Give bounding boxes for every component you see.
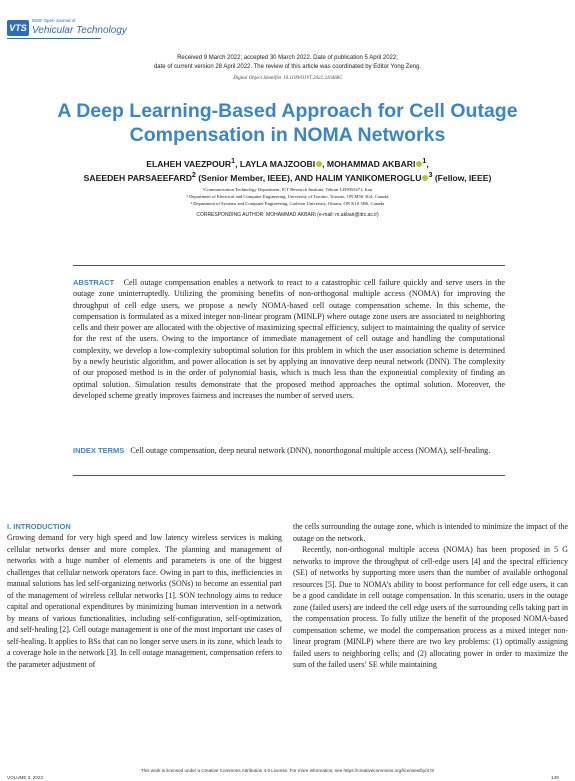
abstract xyxy=(73,277,505,401)
author-name: MOHAMMAD AKBARI xyxy=(326,158,416,169)
page-number: 149 xyxy=(551,775,559,780)
author-line-1: ELAHEH VAEZPOUR$^1$, LAYLA MAJZOOBI , MOHAMMAD AKBARI $^1$, xyxy=(146,157,429,169)
journal-logo-small-text: IEEE Open Journal of xyxy=(32,18,76,23)
corresponding-author: CORRESPONDING AUTHOR: MOHAMMAD AKBARI (e-mail: m.akbari@itrc.ac.ir) xyxy=(196,212,379,218)
paragraph: Recently, non-orthogonal multiple access (NOMA) has been proposed in 5 G networks to improve the throughput of cell-edge users [4] and the spectral efficiency (SE) of networks by supporting more users than the number of available orthogonal resources [5]. Due to NOMA’s ability to boost performance for cell edge users, it can be a good candidate in cell outage compensation. In this scenario, users in the outage zone (failed users) are indeed the cell edge users of the surrounding cells taking part in the compensation process. To fully utilize the benefit of the proposed NOMA-based compensation scheme, we model the compensation process as a mixed integer non-linear program (MINLP) where there are two key problems: (1) optimally assigning failed users to neighboring cells; and (2) allocating power in order to maximize the sum of the failed users’ SE while maintaining xyxy=(293,545,568,669)
volume-label: VOLUME 3, 2022 xyxy=(7,775,44,780)
left-column xyxy=(7,521,282,670)
affiliation-marker: 3 xyxy=(428,171,433,179)
author-name: LAYLA MAJZOOBI xyxy=(239,158,316,169)
current-version-date: date of current version 28 April 2022. The review of this article was coordinated by Editor Yong Zeng. xyxy=(153,64,422,70)
author-membership: (Senior Member, IEEE), AND xyxy=(195,172,316,183)
paragraph: Growing demand for very high speed and low latency wireless services is making cellular networks denser and more complex. The planning and management of networks with a huge number of elements and parameters is one of the biggest challenges that cellular network operators face. Owing in part to this, inefficiencies in manual solutions has led self-organizing networks (SONs) to become an essential part of the management of wireless cellular networks [1]. SON technology aims to reduce capital and operational expenditures by minimizing human intervention in a network by means of various functionalities, including self-configuration, self-optimization, and self-healing [2]. Cell outage management is one of the most important use cases of self-healing. It applies to BSs that can no longer serve users in its zone, which leads to a coverage hole in the network [3]. In cell outage management, compensation refers to the parameter adjustment of xyxy=(7,533,282,669)
abstract-top-rule xyxy=(73,265,505,266)
paragraph: the cells surrounding the outage zone, which is intended to minimize the impact of the outage on the network. xyxy=(293,522,568,543)
affiliation-marker: 1 xyxy=(422,157,427,165)
index-terms-label: INDEX TERMS xyxy=(73,446,125,455)
doi[interactable]: Digital Object Identifier 10.1109/OJVT.2022.3164685 xyxy=(233,76,342,81)
journal-name: Vehicular Technology xyxy=(32,25,127,36)
right-column xyxy=(293,521,568,671)
index-terms xyxy=(73,445,505,456)
abstract-label: ABSTRACT xyxy=(73,278,115,287)
affiliation-marker: 1 xyxy=(231,157,236,165)
paper-title: A Deep Learning-Based Approach for Cell Outage Compensation in NOMA Networks xyxy=(57,100,518,146)
header-rule xyxy=(7,38,101,39)
received-dates: Received 9 March 2022; accepted 30 March 2022. Date of publication 5 April 2022; xyxy=(177,55,398,61)
author-name: ELAHEH VAEZPOUR xyxy=(146,158,232,169)
license-notice: This work is licensed under a Creative Commons Attribution 4.0 License. For more information, see https://creativecommons.org/licenses/by/4.0/ xyxy=(140,768,435,773)
orcid-icon[interactable] xyxy=(316,161,322,167)
abstract-text: Cell outage compensation enables a network to react to a catastrophic cell failure quickly and serve users in the outage zone uninterruptedly. Utilizing the promising benefits of non-orthogonal multiple access (NOMA) for improving the throughput of cell edge users, we propose a newly NOMA-based cell outage compensation scheme. In this scheme, the compensation is formulated as a mixed integer non-linear program (MINLP) where outage zone users are associated to neighboring cells and their power are allocated with the objective of maximizing spectral efficiency, subject to maintaining the quality of service for the rest of the users. Owing to the importance of immediate management of cell outage and handling the computational complexity, we develop a low-complexity suboptimal solution for this problem in which the user association scheme is determined by a newly heuristic algorithm, and power allocation is set by applying an innovative deep neural network (DNN). The complexity of our proposed method is in the order of polynomial basis, which is much less than the exponential complexity of finding an optimal solution. Simulation results demonstrate that the proposed method approaches the optimal solution. Moreover, the developed scheme greatly improves fairness and increases the number of served users. xyxy=(73,278,506,400)
journal-logo: VTS xyxy=(7,20,29,36)
affiliation-1: ¹Communication Technology Department, ICT Research Institute, Tehran 1439955471, Iran xyxy=(202,187,372,192)
author-name: HALIM YANIKOMEROGLU xyxy=(315,172,422,183)
author-line-2 xyxy=(20,171,555,183)
abstract-bottom-rule xyxy=(73,475,505,476)
author-membership: (Fellow, IEEE) xyxy=(432,172,492,183)
section-heading-introduction: I. INTRODUCTION xyxy=(7,522,71,531)
author-name: SAEEDEH PARSAEEFARD xyxy=(83,172,192,183)
affiliation-2: ² Department of Electrical and Computer Engineering, University of Toronto, Toronto, ON M5S 3G4, Canada xyxy=(186,194,389,199)
affiliation-marker: 2 xyxy=(191,171,196,179)
index-terms-text: Cell outage compensation, deep neural network (DNN), nonorthogonal multiple access (NOMA), self-healing. xyxy=(130,446,491,455)
affiliation-3: ³ Department of Systems and Computer Engineering, Carleton University, Ottawa, ON K1S 5B6, Canada xyxy=(190,201,385,206)
